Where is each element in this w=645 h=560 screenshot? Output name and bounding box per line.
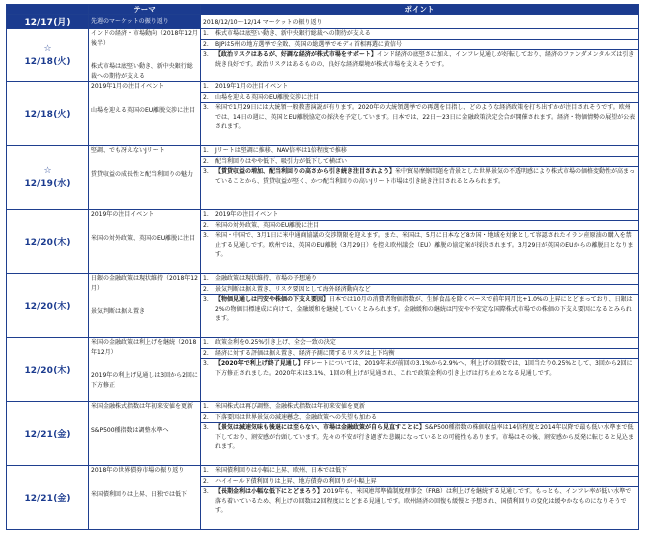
theme-cell	[89, 15, 201, 29]
point-number: 3.	[203, 232, 209, 239]
point-headline: 【賃貸収益の増加、配当利回りの高さから引き続き注目されよう】	[215, 168, 396, 175]
date-cell	[7, 146, 89, 210]
point-text-wrap	[215, 338, 636, 348]
points-cell	[201, 402, 639, 466]
header-points: ポイント	[201, 5, 639, 15]
point-item	[201, 220, 638, 231]
point-text-wrap	[215, 413, 636, 423]
date-label: 12/17	[24, 18, 53, 28]
points-cell	[201, 274, 639, 338]
points-cell	[201, 210, 639, 274]
date-label: 12/18	[24, 56, 53, 67]
point-text: BJPは5州の地方選挙で全敗、英国の総選挙でモディ首相再選に黄信号	[215, 40, 402, 48]
point-text-wrap	[215, 423, 636, 452]
point-item	[201, 39, 638, 50]
point-text-wrap	[215, 210, 636, 220]
theme-text: 2019年1月の注目イベント	[91, 83, 165, 90]
point-text-wrap	[215, 93, 636, 103]
point-text: 金融政策は現状維持、市場の予想通り	[215, 275, 318, 282]
date-cell	[7, 15, 89, 29]
theme-text: 賃貸収益の成長性と配当利回りの魅力	[91, 170, 194, 178]
weekday-label: (月)	[53, 18, 71, 28]
theme-cell	[89, 210, 201, 274]
point-number: 2.	[203, 93, 209, 101]
point-item	[201, 274, 638, 284]
point-number: 1.	[203, 467, 209, 474]
point-text-wrap	[215, 231, 636, 260]
point-text-wrap	[215, 402, 636, 412]
point-item	[201, 29, 638, 39]
date-cell	[7, 338, 89, 402]
theme-text: 2018年の世界債券市場の振り返り	[91, 467, 185, 474]
point-item	[201, 402, 638, 412]
point-text-wrap	[215, 477, 636, 487]
point-number: 3.	[203, 424, 209, 431]
point-text-wrap	[215, 285, 636, 295]
theme-cell	[89, 146, 201, 210]
point-item	[201, 486, 638, 516]
theme-cell	[89, 82, 201, 146]
theme-text: 米国債利回りは上昇、日独では低下	[91, 490, 188, 498]
point-headline: 【政治リスクはあるが、好調な経済が株式市場をサポート】	[215, 51, 377, 58]
theme-text: 日銀の金融政策は現状維持（2018年12月）	[91, 275, 198, 292]
point-item	[201, 92, 638, 103]
point-text: 2019年1月の注目イベント	[215, 83, 289, 90]
point-number: 1.	[203, 211, 209, 218]
point-number: 3.	[203, 360, 209, 367]
points-cell	[201, 338, 639, 402]
point-text-wrap	[215, 295, 636, 324]
point-item	[201, 210, 638, 220]
point-text: 米国で1月29日には大統領一般教書演説が有ります。2020年の大統領選挙での再選を目指し、どのような経済政策を打ち出すかが注目されそうです。欧州では、14日の週に、英国とEU離脱協定の採決を予定しています。日本では、22日～23日に金融政策決定会合が開催されます。経済・物価情勢の展望が公表されます。	[215, 104, 636, 130]
point-text: 2019年の注目イベント	[215, 211, 279, 218]
theme-cell	[89, 338, 201, 402]
theme-text: 米国の金融政策は利上げを継続（2018年12月）	[91, 339, 197, 356]
point-item	[201, 348, 638, 359]
weekday-label: (金)	[53, 430, 71, 440]
weekday-label: (水)	[53, 179, 71, 189]
theme-text: 株式市場は底堅い動き、新中央銀行総裁への期待が支える	[91, 63, 193, 80]
point-item	[201, 49, 638, 69]
point-text: 景気判断は据え置き、リスク要因として海外経済動向など	[215, 285, 371, 293]
point-text-wrap	[215, 103, 636, 132]
point-text: 米国債利回りは小幅に上昇、欧州、日本では低下	[215, 467, 348, 474]
table-row	[7, 15, 639, 29]
point-item	[201, 284, 638, 295]
point-number: 3.	[203, 296, 209, 303]
point-number: 3.	[203, 104, 209, 111]
date-label: 12/21	[24, 494, 53, 504]
points-cell	[201, 466, 639, 530]
point-text: S&P500種指数の株価収益率は14倍程度と2014年以降で最も低い水準まで低下しており、割安感が台頭しています。先々の不安が行き過ぎた悲観になっているとの可能性もあります。市場はその後、割安感から反発に転じると見込まれます。	[215, 424, 635, 450]
point-text: ハイイールド債利回りは上昇、地方債券の利回りが小幅上昇	[215, 477, 377, 485]
point-text-wrap	[215, 50, 636, 69]
point-text-wrap	[215, 274, 636, 284]
table-row	[7, 466, 639, 530]
point-text-wrap	[215, 167, 636, 186]
point-number: 2.	[203, 221, 209, 229]
point-text: 政策金利を0.25%引き上げ、全会一致の決定	[215, 339, 336, 346]
point-text: 米国・中国で、3月1日に米中通商協議の交渉期限を迎えます。また、米国は、5月に日本など8カ国・地域を対象として容認されたイラン産原油の購入を禁止する見通しです。欧州では、英国のEU離脱（3月29日）を控え欧州議会（EU）離脱の協定案が採決されます。3月29日が英国のEUからの離脱日となります。	[215, 232, 634, 258]
point-number: 1.	[203, 30, 209, 37]
points-cell	[201, 82, 639, 146]
point-text: インド経済の底堅さに加え、インフレ見通しが好転しており、経済のファンダメンタルズは引き続き良好です。政治リスクはあるものの、良好な経済環境が株式市場を支えそうです。	[215, 51, 635, 68]
point-number: 2.	[203, 477, 209, 485]
point-item	[201, 230, 638, 260]
point-item	[201, 294, 638, 324]
point-text-wrap	[215, 349, 636, 359]
point-number: 2.	[203, 40, 209, 48]
point-item	[201, 82, 638, 92]
points-cell	[201, 146, 639, 210]
table-row	[7, 29, 639, 82]
point-number: 3.	[203, 51, 209, 58]
points-cell	[201, 29, 639, 82]
point-item	[201, 146, 638, 156]
theme-text: 2019年の利上げ見通しは3回から2回に下方修正	[91, 372, 198, 389]
theme-cell	[89, 402, 201, 466]
weekday-label: (木)	[53, 366, 71, 376]
point-text: 米国の対外政策、英国のEU離脱に注目	[215, 221, 320, 229]
theme-cell	[89, 466, 201, 530]
point-text: 下落要因は世界景気の減速懸念、金融政策への失望も加わる	[215, 413, 378, 421]
point-number: 1.	[203, 147, 209, 154]
date-cell	[7, 402, 89, 466]
point-number: 2.	[203, 157, 209, 165]
weekday-label: (金)	[53, 494, 71, 504]
point-text: FFレートについては、2019年末が前回の3.1%から2.9%へ、利上げの回数では、1回当たり0.25%として、3回から2回に下方修正されました。2020年末は3.1%、1回の利上げが見通され、これで政策金利の引き上げは打ち止めとなる見通しです。	[215, 360, 633, 377]
table-row	[7, 82, 639, 146]
point-text-wrap	[215, 82, 636, 92]
points-text: 2018/12/10～12/14 マーケットの振り返り	[203, 19, 323, 26]
theme-text: 景気判断は据え置き	[91, 308, 146, 315]
point-text-wrap	[215, 466, 636, 476]
point-item	[201, 422, 638, 452]
date-label: 12/18	[24, 110, 53, 120]
point-text-wrap	[215, 40, 636, 50]
point-number: 2.	[203, 349, 209, 357]
point-text: 米国株式は再び調整、金融株式指数は年初来安値を更新	[215, 403, 366, 410]
point-item	[201, 156, 638, 167]
point-item	[201, 466, 638, 476]
table-row	[7, 210, 639, 274]
point-text: 日本では10月の消費者物価指数が、生鮮食品を除くベースで前年同月比+1.0%の上昇にとどまっており、日銀は2%の物価目標達成に向けて、金融緩和を継続していくとみられます。金融緩和の継続は円安や不安定な国際株式市場での株価の下支え要因になるとみられます。	[215, 296, 633, 322]
point-item	[201, 102, 638, 132]
date-cell	[7, 29, 89, 82]
theme-text: 堅調、でも冴えないJリート	[91, 147, 165, 154]
point-text: 山場を迎える英国のEU離脱交渉に注目	[215, 93, 320, 101]
theme-text: インドの経済・市場動向（2018年12月後半）	[91, 30, 198, 47]
schedule-rows	[7, 15, 639, 530]
point-text: Jリートは堅調に推移、NAV倍率は1倍程度で推移	[215, 147, 347, 154]
point-number: 1.	[203, 83, 209, 90]
point-item	[201, 338, 638, 348]
schedule-table	[6, 4, 639, 530]
point-text: 配当利回りはやや低下、吸引力が低下して横ばい	[215, 157, 348, 165]
event-schedule-sheet	[6, 4, 638, 556]
date-label: 12/21	[24, 430, 53, 440]
point-text-wrap	[215, 221, 636, 231]
theme-text: 米国の対外政策、英国のEU離脱に注目	[91, 234, 196, 242]
point-text-wrap	[215, 487, 636, 516]
table-row	[7, 274, 639, 338]
date-cell	[7, 82, 89, 146]
header-date	[7, 5, 89, 15]
star-icon: ☆	[43, 166, 52, 176]
theme-text: 2019年の注目イベント	[91, 211, 155, 218]
point-headline: 【2020年で利上げ終了見通し】	[215, 360, 304, 367]
point-text-wrap	[215, 29, 636, 39]
table-row	[7, 402, 639, 466]
theme-text: 米国金融株式指数は年初来安値を更新	[91, 403, 194, 410]
point-number: 3.	[203, 168, 209, 175]
point-headline: 【物価見通しは円安や株価の下支え要因】	[215, 296, 330, 303]
weekday-label: (火)	[53, 56, 71, 67]
point-number: 2.	[203, 285, 209, 293]
point-text: 米中貿易摩擦問題を背景とした世界景気の不透明感により株式市場の価格変動性が高まっていることから、賃貸収益が堅く、かつ配当利回りの高いJリート市場は引き続き注目されるとみられます。	[215, 168, 636, 185]
point-item	[201, 166, 638, 186]
date-label: 12/20	[24, 302, 53, 312]
point-number: 2.	[203, 413, 209, 421]
theme-text: 先週のマーケットの振り返り	[91, 17, 169, 25]
point-number: 1.	[203, 403, 209, 410]
header-theme: テーマ	[89, 5, 201, 15]
weekday-label: (木)	[53, 302, 71, 312]
table-row	[7, 146, 639, 210]
point-text: 経済に対する評価は据え置き、経済予測に関するリスクは上下均衡	[215, 349, 395, 357]
point-text-wrap	[215, 146, 636, 156]
point-text: 2019年も、米国連邦準備制度理事会（FRB）は利上げを継続する見通しです。もっとも、インフレ率が低い水準で落ち着いているため、利上げの回数は2回程度にとどまる見通しです。欧州経済の回復も緩慢と予想され、国債利回りの変化は緩やかなものになりそうです。	[215, 488, 632, 514]
point-text-wrap	[215, 359, 636, 378]
points-cell	[201, 15, 639, 29]
weekday-label: (火)	[53, 110, 71, 120]
point-item	[201, 358, 638, 378]
date-label: 12/19	[24, 179, 53, 189]
point-headline: 【景気は減速気味も後退には至らない、市場は金融政策が自ら見直すことに】	[215, 424, 426, 431]
point-text: 株式市場は底堅い動き、新中央銀行総裁への期待が支える	[215, 30, 371, 37]
point-item	[201, 412, 638, 423]
date-cell	[7, 210, 89, 274]
table-row	[7, 338, 639, 402]
date-cell	[7, 274, 89, 338]
date-label: 12/20	[24, 238, 53, 248]
point-number: 1.	[203, 339, 209, 346]
point-item	[201, 476, 638, 487]
theme-text: S&P500種指数は調整水準へ	[91, 426, 169, 434]
theme-cell	[89, 29, 201, 82]
star-icon: ☆	[43, 43, 52, 54]
theme-cell	[89, 274, 201, 338]
theme-text: 山場を迎える英国のEU離脱交渉に注目	[91, 106, 196, 114]
point-headline: 【長期金利は小幅な低下にとどまろう】	[215, 488, 324, 495]
date-label: 12/20	[24, 366, 53, 376]
date-cell	[7, 466, 89, 530]
header-row	[7, 5, 639, 15]
weekday-label: (木)	[53, 238, 71, 248]
point-text-wrap	[215, 157, 636, 167]
point-number: 3.	[203, 488, 209, 495]
point-number: 1.	[203, 275, 209, 282]
